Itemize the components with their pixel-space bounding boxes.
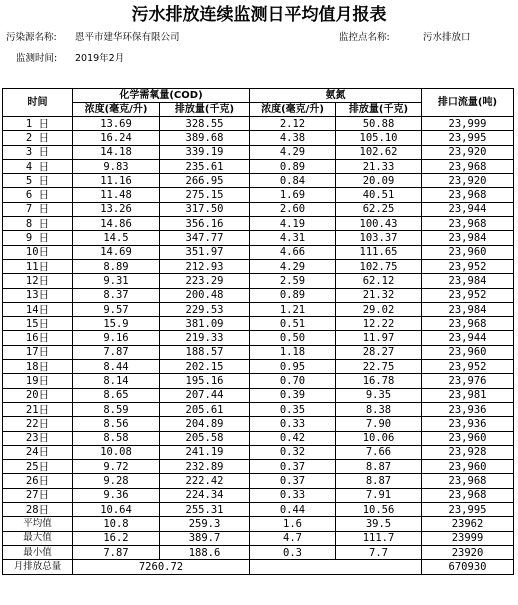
- day-cell: 25日: [3, 460, 73, 474]
- nh3-concentration-cell: 1.18: [250, 345, 336, 359]
- table-row: [3, 460, 514, 474]
- table-row: [3, 345, 514, 359]
- cod-emission-cell: 235.61: [160, 159, 250, 173]
- nh3-emission-cell: 16.78: [336, 374, 422, 388]
- header-nh3-concentration: 浓度(毫克/升): [250, 103, 336, 117]
- monitoring-table: [2, 88, 514, 575]
- header-flow: 排口流量(吨): [422, 89, 514, 117]
- cod-concentration-cell: 10.8: [73, 517, 160, 531]
- day-cell: 16日: [3, 331, 73, 345]
- cod-emission-cell: 255.31: [160, 503, 250, 517]
- flow-cell: 23,952: [422, 259, 514, 273]
- nh3-concentration-cell: 0.39: [250, 388, 336, 402]
- header-cod-emission: 排放量(千克): [160, 103, 250, 117]
- day-cell: 7 日: [3, 202, 73, 216]
- nh3-emission-cell: 8.38: [336, 402, 422, 416]
- flow-cell: 23962: [422, 517, 514, 531]
- cod-emission-cell: 224.34: [160, 488, 250, 502]
- day-cell: 27日: [3, 488, 73, 502]
- table-row: [3, 317, 514, 331]
- cod-emission-cell: 356.16: [160, 217, 250, 231]
- cod-emission-cell: 223.29: [160, 274, 250, 288]
- table-row: [3, 331, 514, 345]
- nh3-emission-cell: 100.43: [336, 217, 422, 231]
- day-cell: 5 日: [3, 174, 73, 188]
- cod-concentration-cell: 9.83: [73, 159, 160, 173]
- cod-concentration-cell: 9.16: [73, 331, 160, 345]
- table-row: [3, 274, 514, 288]
- table-row: [3, 431, 514, 445]
- cod-emission-cell: 204.89: [160, 417, 250, 431]
- nh3-emission-cell: 21.32: [336, 288, 422, 302]
- cod-emission-total-cell: 7260.72: [73, 560, 250, 574]
- flow-cell: 23,936: [422, 402, 514, 416]
- cod-concentration-cell: 16.2: [73, 531, 160, 545]
- monitor-time-label: 监测时间:: [16, 53, 58, 64]
- nh3-emission-cell: 111.65: [336, 245, 422, 259]
- cod-concentration-cell: 14.18: [73, 145, 160, 159]
- day-cell: 19日: [3, 374, 73, 388]
- nh3-concentration-cell: 4.66: [250, 245, 336, 259]
- cod-emission-cell: 188.6: [160, 545, 250, 559]
- cod-emission-cell: 275.15: [160, 188, 250, 202]
- nh3-emission-cell: 8.87: [336, 460, 422, 474]
- cod-concentration-cell: 9.57: [73, 302, 160, 316]
- nh3-emission-cell: 7.66: [336, 445, 422, 459]
- cod-concentration-cell: 9.72: [73, 460, 160, 474]
- nh3-emission-cell: 29.02: [336, 302, 422, 316]
- cod-emission-cell: 188.57: [160, 345, 250, 359]
- nh3-emission-cell: 12.22: [336, 317, 422, 331]
- cod-concentration-cell: 10.08: [73, 445, 160, 459]
- flow-cell: 23,984: [422, 274, 514, 288]
- day-cell: 24日: [3, 445, 73, 459]
- flow-cell: 23,968: [422, 159, 514, 173]
- cod-emission-cell: 259.3: [160, 517, 250, 531]
- nh3-emission-cell: 7.90: [336, 417, 422, 431]
- header-nh3-emission: 排放量(千克): [336, 103, 422, 117]
- nh3-concentration-cell: 0.32: [250, 445, 336, 459]
- table-row: [3, 417, 514, 431]
- cod-emission-cell: 347.77: [160, 231, 250, 245]
- nh3-concentration-cell: 0.42: [250, 431, 336, 445]
- day-cell: 6 日: [3, 188, 73, 202]
- flow-cell: 23,995: [422, 503, 514, 517]
- day-cell: 10日: [3, 245, 73, 259]
- table-row: [3, 245, 514, 259]
- nh3-emission-cell: 9.35: [336, 388, 422, 402]
- nh3-emission-cell: 102.75: [336, 259, 422, 273]
- nh3-concentration-cell: 1.6: [250, 517, 336, 531]
- report-title: 污水排放连续监测日平均值月报表: [131, 5, 387, 25]
- cod-emission-cell: 219.33: [160, 331, 250, 345]
- nh3-concentration-cell: 4.29: [250, 145, 336, 159]
- cod-concentration-cell: 7.87: [73, 345, 160, 359]
- summary-label: 最小值: [3, 545, 73, 559]
- table-row: [3, 388, 514, 402]
- nh3-emission-cell: 111.7: [336, 531, 422, 545]
- day-cell: 15日: [3, 317, 73, 331]
- nh3-emission-cell: 102.62: [336, 145, 422, 159]
- header-cod-concentration: 浓度(毫克/升): [73, 103, 160, 117]
- nh3-concentration-cell: 0.51: [250, 317, 336, 331]
- day-cell: 22日: [3, 417, 73, 431]
- nh3-emission-cell: 8.87: [336, 474, 422, 488]
- cod-concentration-cell: 11.48: [73, 188, 160, 202]
- table-row: [3, 488, 514, 502]
- summary-label: 最大值: [3, 531, 73, 545]
- day-cell: 9 日: [3, 231, 73, 245]
- table-row: [3, 360, 514, 374]
- cod-concentration-cell: 14.69: [73, 245, 160, 259]
- summary-row-max: [3, 531, 514, 545]
- table-body: [3, 117, 514, 575]
- nh3-concentration-cell: 4.31: [250, 231, 336, 245]
- flow-cell: 23,968: [422, 474, 514, 488]
- day-cell: 26日: [3, 474, 73, 488]
- flow-cell: 23,960: [422, 245, 514, 259]
- table-row: [3, 259, 514, 273]
- header-nh3: 氨氮: [250, 89, 422, 103]
- day-cell: 14日: [3, 302, 73, 316]
- nh3-concentration-cell: 1.21: [250, 302, 336, 316]
- flow-cell: 23,936: [422, 417, 514, 431]
- nh3-emission-cell: 11.97: [336, 331, 422, 345]
- cod-emission-cell: 205.58: [160, 431, 250, 445]
- cod-emission-cell: 381.09: [160, 317, 250, 331]
- nh3-concentration-cell: 4.38: [250, 131, 336, 145]
- table-row: [3, 288, 514, 302]
- nh3-emission-cell: 7.91: [336, 488, 422, 502]
- day-cell: 13日: [3, 288, 73, 302]
- nh3-concentration-cell: 0.44: [250, 503, 336, 517]
- monitor-time-value: 2019年2月: [75, 53, 125, 64]
- monitor-point-label: 监控点名称:: [339, 32, 390, 43]
- cod-emission-cell: 232.89: [160, 460, 250, 474]
- nh3-concentration-cell: 1.69: [250, 188, 336, 202]
- flow-cell: 23,999: [422, 117, 514, 131]
- flow-cell: 23,968: [422, 317, 514, 331]
- table-row: [3, 131, 514, 145]
- nh3-concentration-cell: 4.29: [250, 259, 336, 273]
- cod-emission-cell: 212.93: [160, 259, 250, 273]
- table-row: [3, 231, 514, 245]
- nh3-concentration-cell: 2.60: [250, 202, 336, 216]
- cod-concentration-cell: 8.89: [73, 259, 160, 273]
- day-cell: 4 日: [3, 159, 73, 173]
- cod-emission-cell: 229.53: [160, 302, 250, 316]
- day-cell: 17日: [3, 345, 73, 359]
- flow-cell: 23,968: [422, 188, 514, 202]
- cod-concentration-cell: 8.56: [73, 417, 160, 431]
- table-row: [3, 117, 514, 131]
- flow-total-cell: 670930: [422, 560, 514, 574]
- nh3-concentration-cell: 0.89: [250, 288, 336, 302]
- nh3-emission-cell: 39.5: [336, 517, 422, 531]
- table-row: [3, 503, 514, 517]
- header-time: 时间: [3, 89, 73, 117]
- flow-cell: 23,960: [422, 460, 514, 474]
- nh3-emission-cell: 62.12: [336, 274, 422, 288]
- day-cell: 28日: [3, 503, 73, 517]
- source-value: 恩平市建华环保有限公司: [75, 32, 180, 43]
- cod-concentration-cell: 8.59: [73, 402, 160, 416]
- cod-concentration-cell: 10.64: [73, 503, 160, 517]
- cod-emission-cell: 207.44: [160, 388, 250, 402]
- header-cod: 化学需氧量(COD): [73, 89, 250, 103]
- cod-emission-cell: 241.19: [160, 445, 250, 459]
- nh3-concentration-cell: 0.35: [250, 402, 336, 416]
- table-row: [3, 302, 514, 316]
- nh3-concentration-cell: 0.84: [250, 174, 336, 188]
- cod-emission-cell: 202.15: [160, 360, 250, 374]
- cod-emission-cell: 351.97: [160, 245, 250, 259]
- flow-cell: 23,968: [422, 488, 514, 502]
- nh3-concentration-cell: 0.70: [250, 374, 336, 388]
- day-cell: 12日: [3, 274, 73, 288]
- nh3-concentration-cell: 4.7: [250, 531, 336, 545]
- cod-emission-cell: 339.19: [160, 145, 250, 159]
- day-cell: 3 日: [3, 145, 73, 159]
- day-cell: 1 日: [3, 117, 73, 131]
- cod-concentration-cell: 8.44: [73, 360, 160, 374]
- cod-emission-cell: 195.16: [160, 374, 250, 388]
- flow-cell: 23999: [422, 531, 514, 545]
- nh3-emission-cell: 105.10: [336, 131, 422, 145]
- table-row: [3, 174, 514, 188]
- flow-cell: 23,920: [422, 145, 514, 159]
- cod-concentration-cell: 16.24: [73, 131, 160, 145]
- flow-cell: 23,981: [422, 388, 514, 402]
- table-row: [3, 202, 514, 216]
- nh3-emission-cell: 10.56: [336, 503, 422, 517]
- summary-row-total: [3, 560, 514, 574]
- cod-concentration-cell: 9.36: [73, 488, 160, 502]
- cod-concentration-cell: 11.16: [73, 174, 160, 188]
- cod-emission-cell: 328.55: [160, 117, 250, 131]
- nh3-concentration-cell: 0.50: [250, 331, 336, 345]
- nh3-concentration-cell: 0.37: [250, 474, 336, 488]
- nh3-emission-cell: 22.75: [336, 360, 422, 374]
- day-cell: 23日: [3, 431, 73, 445]
- nh3-concentration-cell: 0.89: [250, 159, 336, 173]
- cod-emission-cell: 317.50: [160, 202, 250, 216]
- flow-cell: 23,960: [422, 431, 514, 445]
- cod-emission-cell: 389.7: [160, 531, 250, 545]
- cod-emission-cell: 389.68: [160, 131, 250, 145]
- cod-concentration-cell: 13.26: [73, 202, 160, 216]
- cod-emission-cell: 200.48: [160, 288, 250, 302]
- flow-cell: 23,944: [422, 202, 514, 216]
- table-row: [3, 474, 514, 488]
- flow-cell: 23,968: [422, 217, 514, 231]
- cod-concentration-cell: 13.69: [73, 117, 160, 131]
- nh3-emission-cell: 103.37: [336, 231, 422, 245]
- table-row: [3, 159, 514, 173]
- cod-concentration-cell: 15.9: [73, 317, 160, 331]
- summary-label: 月排放总量: [3, 560, 73, 574]
- cod-concentration-cell: 9.28: [73, 474, 160, 488]
- cod-concentration-cell: 14.86: [73, 217, 160, 231]
- flow-cell: 23,952: [422, 360, 514, 374]
- summary-row-avg: [3, 517, 514, 531]
- nh3-concentration-cell: 0.33: [250, 417, 336, 431]
- nh3-emission-cell: 40.51: [336, 188, 422, 202]
- nh3-concentration-cell: 0.33: [250, 488, 336, 502]
- table-row: [3, 217, 514, 231]
- cod-emission-cell: 222.42: [160, 474, 250, 488]
- table-row: [3, 374, 514, 388]
- flow-cell: 23,984: [422, 231, 514, 245]
- flow-cell: 23,976: [422, 374, 514, 388]
- day-cell: 18日: [3, 360, 73, 374]
- nh3-concentration-cell: 0.37: [250, 460, 336, 474]
- nh3-concentration-cell: 0.3: [250, 545, 336, 559]
- cod-emission-cell: 266.95: [160, 174, 250, 188]
- nh3-emission-cell: 28.27: [336, 345, 422, 359]
- day-cell: 8 日: [3, 217, 73, 231]
- day-cell: 21日: [3, 402, 73, 416]
- nh3-concentration-cell: 2.12: [250, 117, 336, 131]
- cod-concentration-cell: 8.37: [73, 288, 160, 302]
- nh3-emission-cell: 21.33: [336, 159, 422, 173]
- cod-emission-cell: 205.61: [160, 402, 250, 416]
- flow-cell: 23,920: [422, 174, 514, 188]
- flow-cell: 23,952: [422, 288, 514, 302]
- flow-cell: 23,960: [422, 345, 514, 359]
- nh3-emission-cell: 62.25: [336, 202, 422, 216]
- cod-concentration-cell: 8.58: [73, 431, 160, 445]
- monitor-point-value: 污水排放口: [423, 32, 471, 43]
- table-row: [3, 445, 514, 459]
- summary-row-min: [3, 545, 514, 559]
- cod-concentration-cell: 8.14: [73, 374, 160, 388]
- flow-cell: 23,928: [422, 445, 514, 459]
- cod-concentration-cell: 7.87: [73, 545, 160, 559]
- nh3-emission-cell: 7.7: [336, 545, 422, 559]
- nh3-concentration-cell: 2.59: [250, 274, 336, 288]
- cod-concentration-cell: 9.31: [73, 274, 160, 288]
- table-row: [3, 145, 514, 159]
- nh3-concentration-cell: 0.95: [250, 360, 336, 374]
- nh3-concentration-cell: 4.19: [250, 217, 336, 231]
- day-cell: 2 日: [3, 131, 73, 145]
- empty-cell: [250, 560, 422, 574]
- flow-cell: 23,944: [422, 331, 514, 345]
- nh3-emission-cell: 50.88: [336, 117, 422, 131]
- day-cell: 20日: [3, 388, 73, 402]
- flow-cell: 23,984: [422, 302, 514, 316]
- table-row: [3, 188, 514, 202]
- flow-cell: 23,995: [422, 131, 514, 145]
- source-label: 污染源名称:: [6, 32, 57, 43]
- table-row: [3, 402, 514, 416]
- flow-cell: 23920: [422, 545, 514, 559]
- cod-concentration-cell: 8.65: [73, 388, 160, 402]
- nh3-emission-cell: 10.06: [336, 431, 422, 445]
- cod-concentration-cell: 14.5: [73, 231, 160, 245]
- day-cell: 11日: [3, 259, 73, 273]
- summary-label: 平均值: [3, 517, 73, 531]
- nh3-emission-cell: 20.09: [336, 174, 422, 188]
